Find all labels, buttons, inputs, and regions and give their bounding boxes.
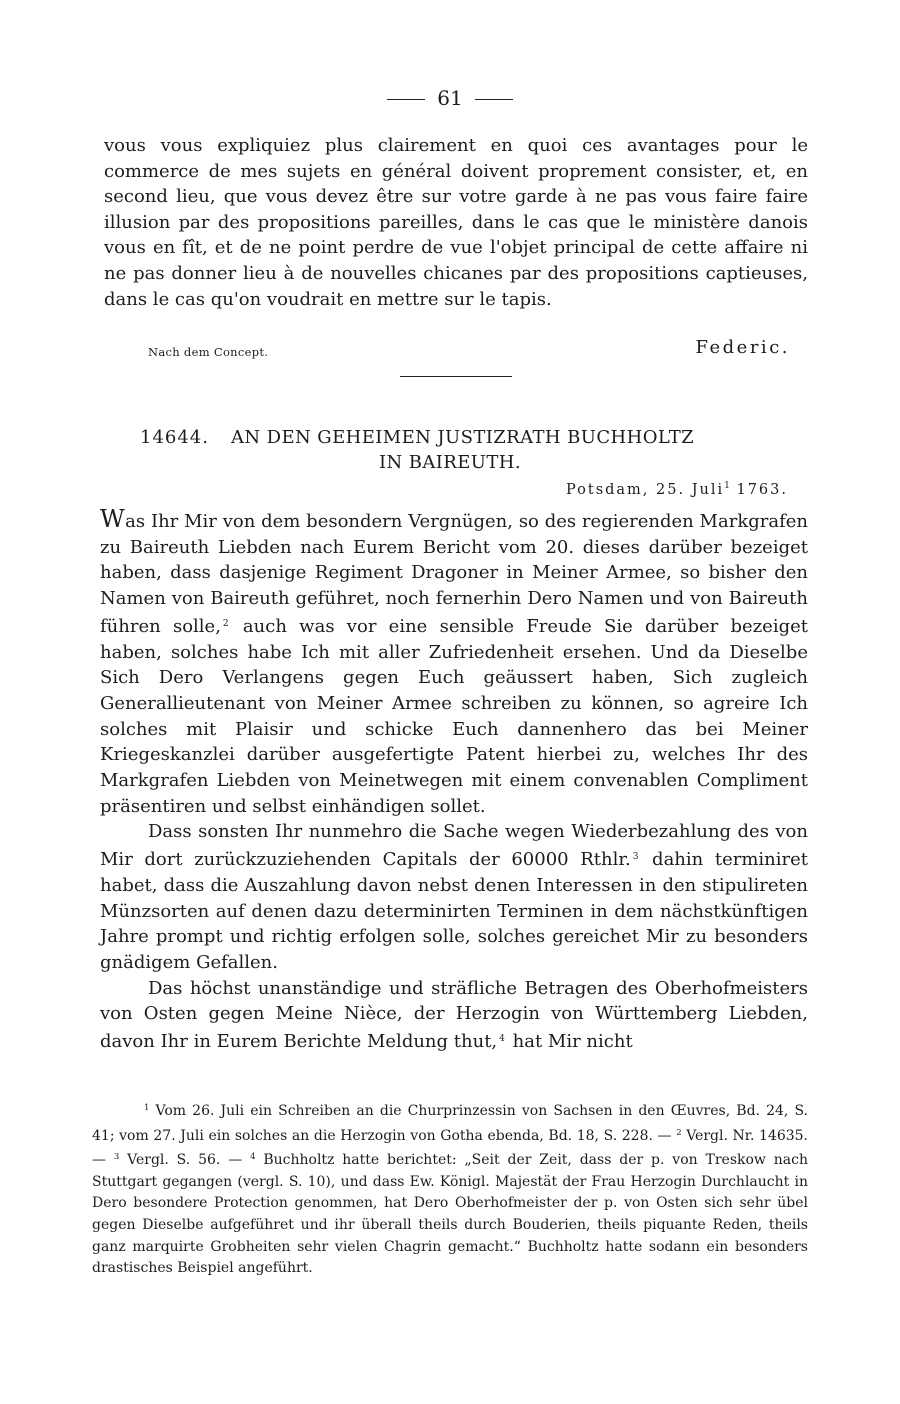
paragraph-3-text-b: hat Mir nicht [512,1031,633,1053]
letter-paragraph-1 [100,507,808,819]
dateline-footnote-ref: 1 [724,481,730,491]
footnote-3-text: Vergl. S. 56. — [127,1152,243,1169]
header-dash-left [387,99,425,100]
letter-heading-line1: AN DEN GEHEIMEN JUSTIZRATH BUCHHOLTZ [230,427,695,448]
footnote-ref-3: 3 [632,852,639,863]
header-dash-right [475,99,513,100]
footnote-ref-2: 2 [222,618,229,629]
footnote-mark-3: 3 [113,1152,120,1163]
dateline-day: 25. Juli [656,481,725,498]
dateline [566,481,788,498]
paragraph-3-text-a: Das höchst unanständige und sträfliche Betragen des Oberhofmeisters von Osten gegen Meine Nièce, der Herzogin von Württemberg Liebden, davon Ihr in Eurem Berichte Meldung thut, [100,977,808,1053]
paragraph-2-text-b: dahin terminiret habet, dass die Auszahlung davon nebst denen Interessen in den stipulireten Münzsorten auf denen dazu determinirten Terminen in dem nächstkünftigen Jahre prompt und richtig erfolgen solle, solches gereichet Mir zu besonders gnädigem Gefallen. [100,849,808,973]
page-header [0,86,900,110]
initial-capital: W [100,505,126,533]
continuation-paragraph: vous vous expliquiez plus clairement en quoi ces avantages pour le commerce de mes sujets en général doivent proprement consister, et, en second lieu, que vous devez être sur votre garde à ne pas vous faire faire illusion par des propositions pareilles, dans le cas que le ministère danois vous en fît, et de ne point perdre de vue l'objet principal de cette affaire ni ne pas donner lieu à de nouvelles chicanes par des propositions captieuses, dans le cas qu'on voudrait en mettre sur le tapis. [104,135,808,310]
letter-heading [140,425,800,475]
paragraph-1-text-a: as Ihr Mir von dem besondern Vergnügen, so des regierenden Markgrafen zu Baireuth Liebden nach Eurem Bericht vom 20. dieses darüber bezeiget haben, dass dasjenige Regiment Dragoner in Meiner Armee, so bisher den Namen von Baireuth geführet, noch fernerhin Dero Namen und von Baireuth führen solle, [100,511,808,637]
letter-paragraph-3 [100,976,808,1055]
footnote-mark-2: 2 [676,1127,682,1138]
footnotes [92,1098,808,1280]
signature: Federic. [695,337,790,358]
letter-heading-line2: IN BAIREUTH. [378,452,521,473]
letter-paragraph-2 [100,819,808,975]
footnote-4-text: Buchholtz hatte berichtet: „Seit der Zeit, dass der p. von Treskow nach Stuttgart gegangen (vergl. S. 10), und dass Ew. Königl. Majestät der Frau Herzogin Durchlaucht in Dero besondere Protection genommen, hat Dero Oberhofmeister der p. von Osten sich sehr übel gegen Dieselbe aufgeführet und ihr überall theils durch Bouderien, theils piquante Reden, theils ganz marquirte Grobheiten sehr vielen Chagrin gemacht.“ Buchholtz hatte sodann ein besonders drastisches Beispiel angeführt. [92,1152,808,1277]
dateline-place: Potsdam, [565,481,650,498]
page-number: 61 [437,86,463,110]
section-divider [400,376,512,377]
paragraph-1-text-b: auch was vor eine sensible Freude Sie darüber bezeiget haben, solches habe Ich mit aller Zufriedenheit ersehen. Und da Dieselbe Sich Dero Verlangens gegen Euch geäussert haben, Sich zugleich Generallieutenant von Meiner Armee schreiben zu können, so agreire Ich solches mit Plaisir und schicke Euch dannenhero das bei Meiner Kriegeskanzlei darüber ausgefertigte Patent hierbei zu, welches Ihr des Markgrafen Liebden von Meinetwegen mit einem convenablen Compliment präsentiren und selbst einhändigen sollet. [100,615,808,817]
footnote-1-text: Vom 26. Juli ein Schreiben an die Churprinzessin von Sachsen in den Œuvres, Bd. 24, S. 41; vom 27. Juli ein solches an die Herzogin von Gotha ebenda, Bd. 18, S. 228. — [92,1103,808,1144]
footnote-2-text: Vergl. Nr. 14635. — [92,1127,809,1169]
letter-number: 14644. [140,427,209,448]
letter-body [100,507,808,1055]
footnote-block [92,1098,808,1280]
source-note: Nach dem Concept. [148,345,269,359]
footnote-mark-1: 1 [144,1103,150,1113]
footnote-mark-4: 4 [250,1152,256,1163]
paragraph-2-text-a: Dass sonsten Ihr nunmehro die Sache wegen Wiederbezahlung des von Mir dort zurückzuziehenden Capitals der 60000 Rthlr. [100,821,808,871]
dateline-year: 1763. [736,481,788,498]
footnote-ref-4: 4 [499,1034,505,1045]
